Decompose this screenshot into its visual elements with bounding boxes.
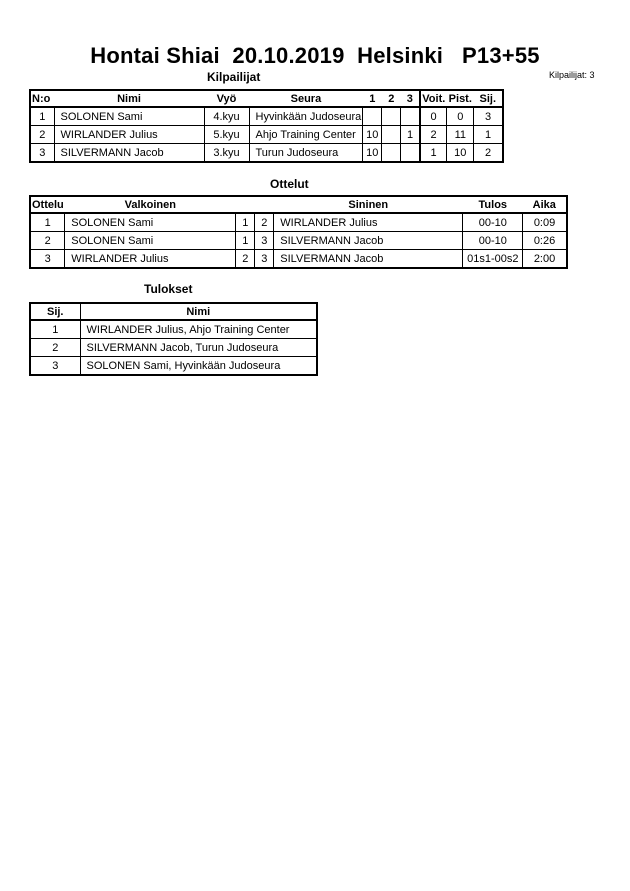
competitor-count-label: Kilpailijat: 3 bbox=[549, 70, 595, 80]
competitor-row bbox=[30, 144, 503, 163]
match3-points bbox=[401, 107, 420, 126]
white-competitor-number: 2 bbox=[236, 250, 255, 269]
match-row bbox=[30, 250, 567, 269]
competitor-name: WIRLANDER Julius bbox=[54, 126, 204, 144]
col-header-vyo: Vyö bbox=[204, 90, 249, 107]
competitor-number: 2 bbox=[30, 126, 54, 144]
match-result: 00-10 bbox=[463, 232, 523, 250]
col-header-voit: Voit. bbox=[420, 90, 447, 107]
result-row bbox=[30, 320, 317, 339]
col-header-sij: Sij. bbox=[474, 90, 503, 107]
competitors-header-row bbox=[30, 90, 503, 107]
competitor-row bbox=[30, 126, 503, 144]
competitor-number: 1 bbox=[30, 107, 54, 126]
col-header-nimi: Nimi bbox=[80, 303, 317, 320]
competitor-points: 0 bbox=[447, 107, 474, 126]
match1-points bbox=[363, 107, 382, 126]
competitor-belt: 3.kyu bbox=[204, 144, 249, 163]
match3-points: 1 bbox=[401, 126, 420, 144]
col-header-aika: Aika bbox=[523, 196, 567, 213]
result-place: 3 bbox=[30, 357, 80, 376]
competitor-club: Hyvinkään Judoseura bbox=[249, 107, 363, 126]
competitor-wins: 2 bbox=[420, 126, 447, 144]
white-competitor-name: WIRLANDER Julius bbox=[65, 250, 236, 269]
competitor-number: 3 bbox=[30, 144, 54, 163]
col-header-seura: Seura bbox=[249, 90, 363, 107]
col-header-white-number bbox=[236, 196, 255, 213]
results-table bbox=[29, 302, 318, 376]
result-place: 2 bbox=[30, 339, 80, 357]
blue-competitor-number: 3 bbox=[255, 232, 274, 250]
competitor-belt: 5.kyu bbox=[204, 126, 249, 144]
competitors-section-title: Kilpailijat bbox=[207, 70, 261, 84]
blue-competitor-number: 3 bbox=[255, 250, 274, 269]
blue-competitor-name: SILVERMANN Jacob bbox=[274, 250, 463, 269]
competitor-points: 11 bbox=[447, 126, 474, 144]
match-number: 1 bbox=[30, 213, 65, 232]
match3-points bbox=[401, 144, 420, 163]
competitors-table bbox=[29, 89, 504, 163]
competitor-name: SILVERMANN Jacob bbox=[54, 144, 204, 163]
match-time: 0:26 bbox=[523, 232, 567, 250]
col-header-valkoinen: Valkoinen bbox=[65, 196, 236, 213]
match1-points: 10 bbox=[363, 144, 382, 163]
col-header-match3: 3 bbox=[401, 90, 420, 107]
competitor-wins: 0 bbox=[420, 107, 447, 126]
col-header-pist: Pist. bbox=[447, 90, 474, 107]
match-time: 0:09 bbox=[523, 213, 567, 232]
col-header-match2: 2 bbox=[382, 90, 401, 107]
result-row bbox=[30, 339, 317, 357]
match2-points bbox=[382, 144, 401, 163]
col-header-no: N:o bbox=[30, 90, 54, 107]
result-row bbox=[30, 357, 317, 376]
match2-points bbox=[382, 126, 401, 144]
blue-competitor-name: SILVERMANN Jacob bbox=[274, 232, 463, 250]
blue-competitor-name: WIRLANDER Julius bbox=[274, 213, 463, 232]
competitor-name: SOLONEN Sami bbox=[54, 107, 204, 126]
results-header-row bbox=[30, 303, 317, 320]
match-number: 2 bbox=[30, 232, 65, 250]
competitor-place: 3 bbox=[474, 107, 503, 126]
col-header-nimi: Nimi bbox=[54, 90, 204, 107]
match2-points bbox=[382, 107, 401, 126]
col-header-tulos: Tulos bbox=[463, 196, 523, 213]
white-competitor-number: 1 bbox=[236, 213, 255, 232]
matches-table bbox=[29, 195, 568, 269]
page-title: Hontai Shiai 20.10.2019 Helsinki P13+55 bbox=[90, 43, 540, 68]
match-row bbox=[30, 213, 567, 232]
matches-section-title: Ottelut bbox=[270, 177, 309, 191]
competitor-row bbox=[30, 107, 503, 126]
results-section-title: Tulokset bbox=[144, 282, 193, 296]
white-competitor-name: SOLONEN Sami bbox=[65, 232, 236, 250]
col-header-sininen: Sininen bbox=[274, 196, 463, 213]
match-result: 01s1-00s2 bbox=[463, 250, 523, 269]
competitor-place: 1 bbox=[474, 126, 503, 144]
competitor-club: Ahjo Training Center bbox=[249, 126, 363, 144]
white-competitor-name: SOLONEN Sami bbox=[65, 213, 236, 232]
competitor-place: 2 bbox=[474, 144, 503, 163]
result-name-club: SOLONEN Sami, Hyvinkään Judoseura bbox=[80, 357, 317, 376]
match-row bbox=[30, 232, 567, 250]
white-competitor-number: 1 bbox=[236, 232, 255, 250]
competitor-club: Turun Judoseura bbox=[249, 144, 363, 163]
matches-header-row bbox=[30, 196, 567, 213]
col-header-sij: Sij. bbox=[30, 303, 80, 320]
competitor-wins: 1 bbox=[420, 144, 447, 163]
col-header-blue-number bbox=[255, 196, 274, 213]
col-header-ottelu: Ottelu bbox=[30, 196, 65, 213]
competitor-belt: 4.kyu bbox=[204, 107, 249, 126]
result-name-club: SILVERMANN Jacob, Turun Judoseura bbox=[80, 339, 317, 357]
match-time: 2:00 bbox=[523, 250, 567, 269]
match-result: 00-10 bbox=[463, 213, 523, 232]
blue-competitor-number: 2 bbox=[255, 213, 274, 232]
competitor-points: 10 bbox=[447, 144, 474, 163]
col-header-match1: 1 bbox=[363, 90, 382, 107]
result-place: 1 bbox=[30, 320, 80, 339]
match1-points: 10 bbox=[363, 126, 382, 144]
match-number: 3 bbox=[30, 250, 65, 269]
result-name-club: WIRLANDER Julius, Ahjo Training Center bbox=[80, 320, 317, 339]
